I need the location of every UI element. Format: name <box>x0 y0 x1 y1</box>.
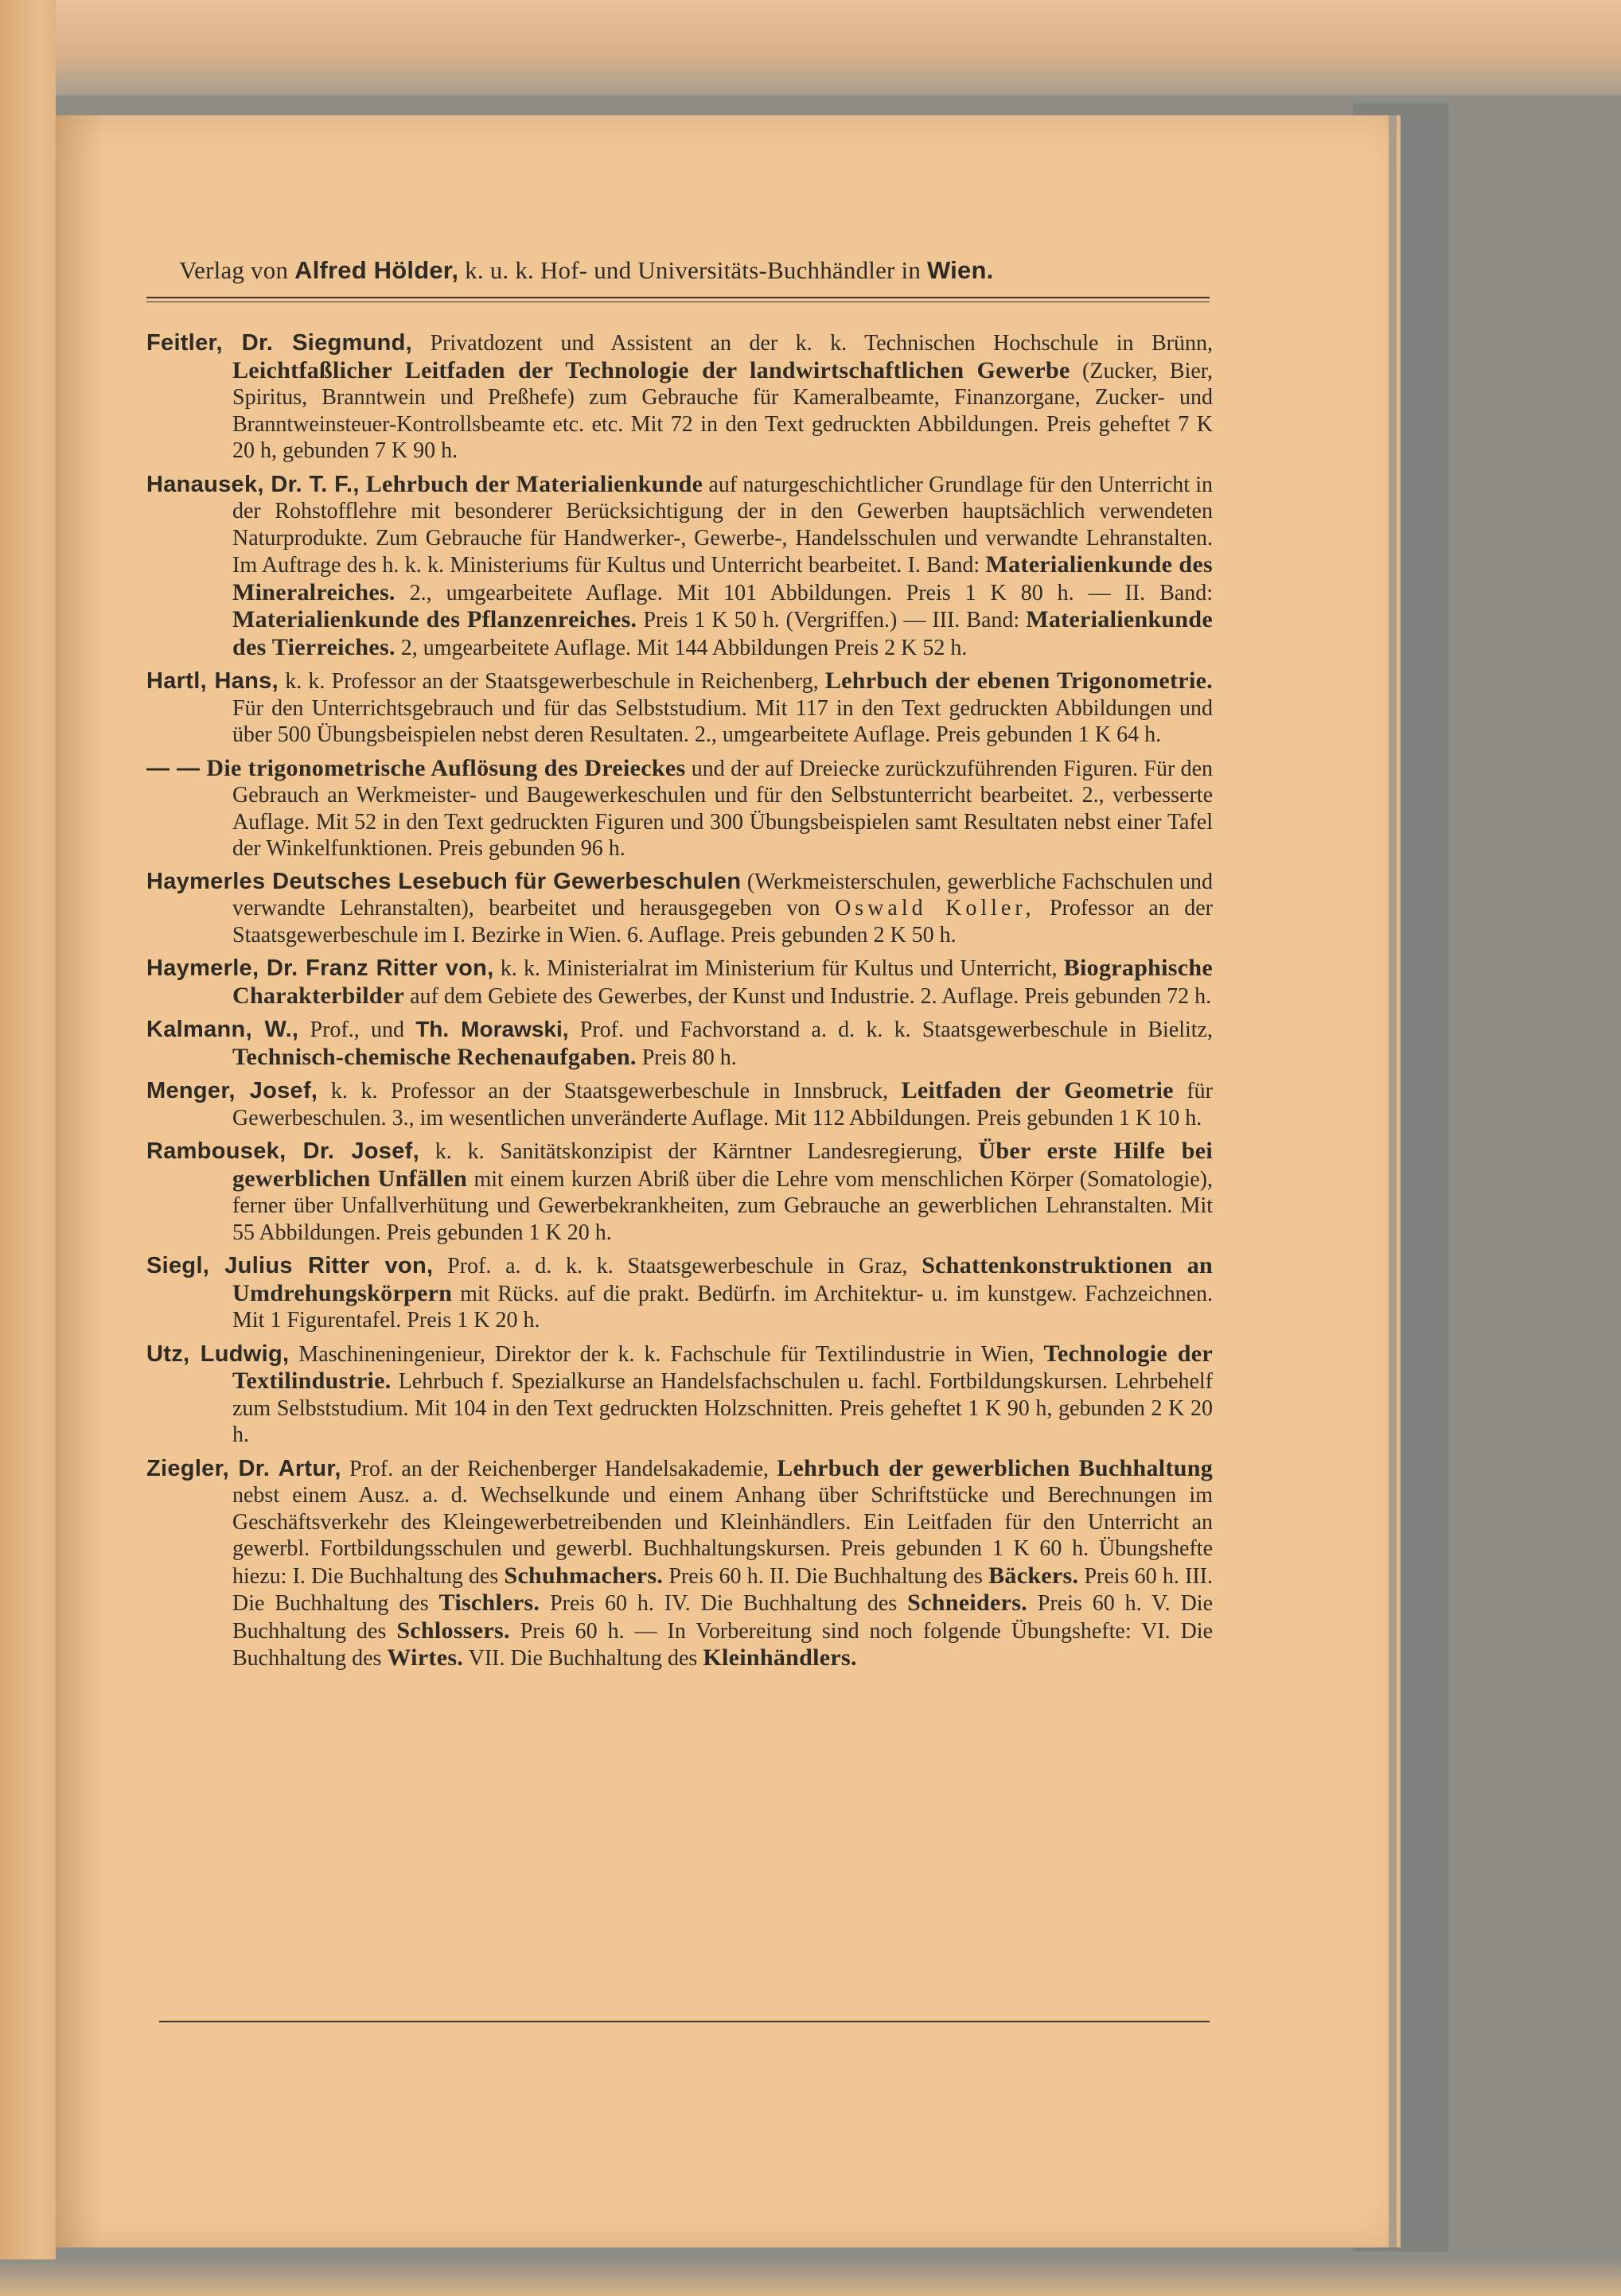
entry-text: Prof. a. d. k. k. Staatsgewerbeschule in Graz, <box>433 1254 922 1278</box>
bottom-background <box>0 2259 1621 2296</box>
catalog-entry <box>146 955 1213 1010</box>
book-title: Bäckers. <box>988 1562 1079 1589</box>
catalog-entry <box>146 471 1213 662</box>
catalog-entry <box>146 1341 1213 1449</box>
entry-text: Preis 60 h. IV. Die Buchhaltung des <box>540 1591 908 1616</box>
catalog-entry <box>146 1455 1213 1672</box>
book-title: Kleinhändlers. <box>703 1644 857 1671</box>
book-title: Leichtfaßlicher Leitfaden der Technologie der landwirtschaftlichen Gewerbe <box>232 356 1070 383</box>
book-title: Schlossers. <box>396 1617 510 1644</box>
page-right-edge <box>1389 115 1397 2247</box>
entry-author: Menger, Josef, <box>146 1078 318 1103</box>
book-title: Lehrbuch der Materialienkunde <box>359 470 703 497</box>
catalog-entries <box>146 330 1213 1679</box>
entry-author: Hanausek, Dr. T. F., <box>146 471 360 497</box>
catalog-entry <box>146 330 1213 465</box>
book-title: Über erste Hilfe bei gewerblichen Unfällen <box>232 1138 1213 1192</box>
book-title: Schneiders. <box>907 1590 1027 1616</box>
entry-text: Preis 80 h. <box>636 1045 737 1070</box>
entry-text: auf dem Gebiete des Gewerbes, der Kunst und Industrie. 2. Auflage. Preis gebunden 72 h. <box>404 983 1212 1009</box>
entry-text: Professor an der Staatsgewerbeschule im I. Bezirke in Wien. 6. Auflage. Preis gebunden 2 K 50 h. <box>232 896 1213 948</box>
entry-text: Lehrbuch f. Spezialkurse an Handelsfachschulen u. fachl. Fortbildungskursen. Lehrbehelf zum Selbststudium. Mit 104 in den Text gedruckten Holzschnitten. Preis geheftet 1 K 90 h, gebunden 2 K 20 h. <box>232 1369 1213 1447</box>
entry-text: Preis 60 h. V. Die Buchhaltung des <box>232 1591 1213 1644</box>
entry-text: Preis 60 h. — In Vorbereitung sind noch folgende Übungshefte: VI. Die Buchhaltung des <box>232 1618 1213 1671</box>
page-gutter-shadow <box>56 115 103 2247</box>
catalog-entry <box>146 667 1213 749</box>
entry-text: k. k. Professor an der Staatsgewerbeschule in Reichenberg, <box>278 669 825 694</box>
entry-text: Preis 60 h. II. Die Buchhaltung des <box>663 1563 989 1589</box>
entry-author: Kalmann, W., <box>146 1017 299 1042</box>
book-title: Tischlers. <box>438 1590 540 1616</box>
entry-author: Haymerles Deutsches Lesebuch für Gewerbeschulen <box>146 868 742 894</box>
entry-text: 2., umgearbeitete Auflage. Mit 101 Abbildungen. Preis 1 K 80 h. — II. Band: <box>395 580 1213 605</box>
book-title: Die trigonometrische Auflösung des Dreieckes <box>200 754 686 781</box>
catalog-entry <box>146 1016 1213 1071</box>
entry-text: Preis 1 K 50 h. (Vergriffen.) — III. Band: <box>637 608 1027 632</box>
catalog-entry <box>146 1077 1213 1131</box>
entry-author: — — <box>146 755 201 781</box>
entry-text: mit einem kurzen Abriß über die Lehre vom menschlichen Körper (Somatologie), ferner über Unfallverhütung und Gewerbekrankheiten, zum Gebrauche an gewerblichen Lehranstalten. Mit 55 Abbildungen. Preis gebunden 1 K 20 h. <box>232 1166 1214 1245</box>
co-author: Th. Morawski, <box>415 1017 569 1041</box>
header-city: Wien. <box>927 256 994 284</box>
entry-text: k. k. Ministerialrat im Ministerium für Kultus und Unterricht, <box>493 956 1064 981</box>
entry-text: Privatdozent und Assistent an der k. k. Technischen Hochschule in Brünn, <box>412 331 1213 356</box>
book-title: Wirtes. <box>387 1644 464 1671</box>
entry-text: für Gewerbeschulen. 3., im wesentlichen unveränderte Auflage. Mit 112 Abbildungen. Preis gebunden 1 K 10 h. <box>232 1079 1213 1130</box>
entry-text: Maschineningenieur, Direktor der k. k. Fachschule für Textilindustrie in Wien, <box>289 1341 1044 1367</box>
entry-text: mit Rücks. auf die prakt. Bedürfn. im Architektur- u. im kunstgew. Fachzeichnen. Mit 1 Figurentafel. Preis 1 K 20 h. <box>232 1281 1213 1333</box>
running-header <box>179 256 1214 285</box>
entry-text: 2, umgearbeitete Auflage. Mit 144 Abbildungen Preis 2 K 52 h. <box>395 635 968 660</box>
catalog-entry <box>146 869 1213 949</box>
entry-author: Rambousek, Dr. Josef, <box>146 1138 419 1164</box>
header-double-rule <box>146 297 1210 302</box>
header-publisher: Alfred Hölder, <box>294 256 459 284</box>
catalog-entry <box>146 1252 1213 1334</box>
book-title: Schattenkonstruktionen an Umdrehungskörpern <box>232 1252 1214 1306</box>
entry-text: (Werkmeisterschulen, gewerbliche Fachschulen und verwandte Lehranstalten), bearbeitet und herausgegeben von <box>232 869 1213 920</box>
entry-text: nebst einem Ausz. a. d. Wechselkunde und einem Anhang über Schriftstücke und Berechnungen im Geschäftsverkehr des Kleingewerbetreibenden und Kleinhändlers. Ein Leitfaden für den Unterricht an gewerbl. Fortbildungsschulen und gewerbl. Buchhaltungskursen. Preis gebunden 1 K 60 h. Übungshefte hiezu: I. Die Buchhaltung des <box>232 1483 1213 1589</box>
book-title: Technologie der Textilindustrie. <box>232 1340 1214 1394</box>
entry-text: k. k. Sanitätskonzipist der Kärntner Landesregierung, <box>419 1139 979 1164</box>
book-title: Technisch-chemische Rechenaufgaben. <box>232 1043 637 1070</box>
entry-text: Prof. und Fachvorstand a. d. k. k. Staatsgewerbeschule in Bielitz, <box>568 1018 1213 1042</box>
book-title: Materialienkunde des Mineralreiches. <box>232 551 1213 605</box>
book-title: Leitfaden der Geometrie <box>901 1077 1174 1103</box>
book-title: Lehrbuch der ebenen Trigonometrie. <box>824 667 1214 694</box>
catalog-entry <box>146 755 1213 862</box>
entry-text: Für den Unterrichtsgebrauch und für das Selbststudium. Mit 117 in den Text gedruckten Abbildungen und über 500 Übungsbeispielen nebst deren Resultaten. 2., umgearbeitete Auflage. Preis gebunden 1 K 64 h. <box>232 695 1213 747</box>
header-prefix: Verlag von <box>179 256 289 284</box>
left-book-edge <box>0 0 56 2296</box>
entry-text: k. k. Professor an der Staatsgewerbeschule in Innsbruck, <box>318 1079 902 1103</box>
entry-text: auf naturgeschichtlicher Grundlage für den Unterricht in der Rohstofflehre mit besonderer Berücksichtigung der in den Gewerben hauptsächlich verwendeten Naturprodukte. Zum Gebrauche für Handwerker-, Gewerbe-, Handelsschulen und verwandte Lehranstalten. Im Auftrage des h. k. k. Ministeriums für Kultus und Unterricht bearbeitet. I. Band: <box>232 472 1213 578</box>
entry-author: Feitler, Dr. Siegmund, <box>146 330 413 356</box>
header-middle: k. u. k. Hof- und Universitäts-Buchhändler in <box>465 256 922 284</box>
top-background <box>0 0 1621 95</box>
book-title: Materialienkunde des Tierreiches. <box>232 606 1213 660</box>
entry-author: Ziegler, Dr. Artur, <box>146 1455 341 1481</box>
entry-author: Utz, Ludwig, <box>146 1341 290 1367</box>
book-title: Lehrbuch der gewerblichen Buchhaltung <box>777 1454 1213 1481</box>
entry-text: Preis 60 h. III. Die Buchhaltung des <box>232 1563 1213 1616</box>
book-title: Materialienkunde des Pflanzenreiches. <box>232 606 637 632</box>
book-title: Biographische Charakterbilder <box>232 955 1213 1009</box>
editor-name: Oswald Koller, <box>835 896 1035 920</box>
entry-author: Hartl, Hans, <box>146 668 279 694</box>
book-title: Schuhmachers. <box>504 1562 664 1589</box>
entry-author: Siegl, Julius Ritter von, <box>146 1253 434 1278</box>
entry-author: Haymerle, Dr. Franz Ritter von, <box>146 955 494 981</box>
entry-text: und der auf Dreiecke zurückzuführenden Figuren. Für den Gebrauch an Werkmeister- und Baugewerkeschulen und für den Selbstunterricht bearbeitet. 2., verbesserte Auflage. Mit 52 in den Text gedruckten Figuren und 300 Übungsbeispielen samt Resultaten nebst einer Tafel der Winkelfunktionen. Preis gebunden 96 h. <box>232 756 1213 861</box>
footer-rule <box>159 2021 1210 2022</box>
entry-text: Prof. an der Reichenberger Handelsakademie, <box>341 1456 777 1481</box>
catalog-entry <box>146 1138 1213 1246</box>
entry-text: Prof., und <box>298 1018 416 1042</box>
entry-text: (Zucker, Bier, Spiritus, Branntwein und Preßhefe) zum Gebrauche für Kameralbeamte, Finanzorgane, Zucker- und Branntweinsteuer-Kontrollsbeamte etc. etc. Mit 72 in den Text gedruckten Abbildungen. Preis geheftet 7 K 20 h, gebunden 7 K 90 h. <box>232 358 1214 463</box>
entry-text: VII. Die Buchhaltung des <box>463 1646 703 1671</box>
